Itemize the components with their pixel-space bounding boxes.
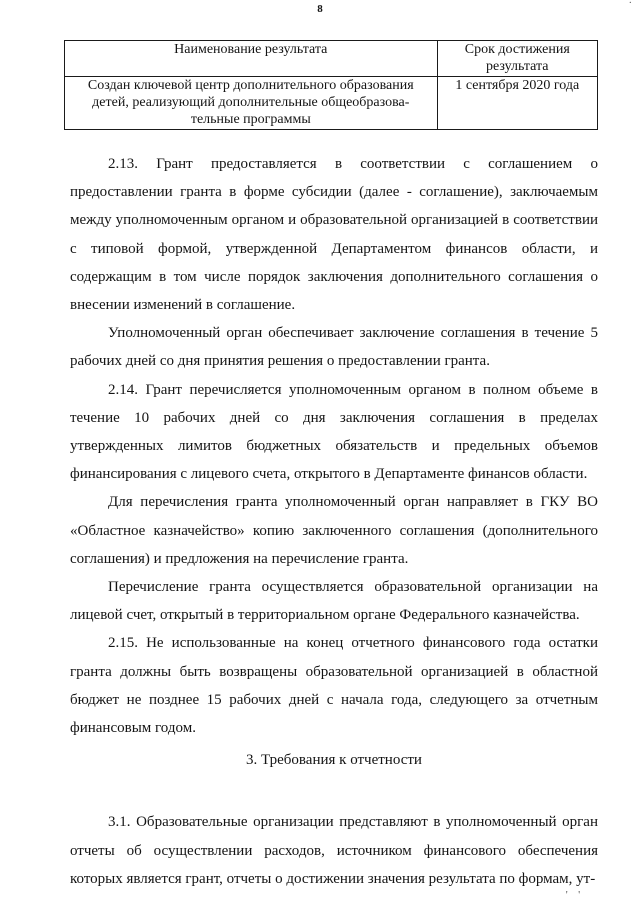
paragraph-2-13-agreement-term: Уполномоченный орган обеспечивает заключение соглашения в течение 5 рабочих дней со дня принятия решения о предоставлении гранта. xyxy=(70,325,598,370)
scan-mark-bottom: ' ' xyxy=(565,890,584,901)
paragraph-2-15: 2.15. Не использованные на конец отчетного финансового года остатки гранта должны быть возвращены образовательной организацией в областной бюджет не позднее 15 рабочих дней с начала года, следующего за отчетным финансовым годом. xyxy=(70,635,598,737)
cell-deadline: 1 сентября 2020 года xyxy=(437,77,597,130)
paragraph-2-13: 2.13. Грант предоставляется в соответствии с соглашением о предоставлении гранта в форме субсидии (далее - соглашение), заключаемым между уполномоченным органом и образовательной организацией в соответствии с типовой формой, утвержденной Департаментом финансов области, и содержащим в том числе порядок заключения дополнительного соглашения о внесении изменений в соглашение. xyxy=(70,156,598,314)
header-deadline: Срок достижения результата xyxy=(437,41,597,77)
table-row xyxy=(65,77,598,130)
paragraph-2-14-transfer: Перечисление гранта осуществляется образовательной организации на лицевой счет, открытый в территориальном органе Федерального казначейства. xyxy=(70,579,598,624)
cell-result-name: Создан ключевой центр дополнительного образования детей, реализующий дополнительные общеобразова-тельные программы xyxy=(65,77,438,130)
table-header-row xyxy=(65,41,598,77)
document-body xyxy=(70,150,598,893)
section-3-heading: 3. Требования к отчетности xyxy=(246,752,422,769)
page-number: 8 xyxy=(317,3,323,15)
result-table xyxy=(64,40,598,130)
header-result-name: Наименование результата xyxy=(65,41,438,77)
paragraph-2-14-treasury: Для перечисления гранта уполномоченный орган направляет в ГКУ ВО «Областное казначейство» копию заключенного соглашения (дополнительного соглашения) и предложения на перечисление гранта. xyxy=(70,494,598,567)
paragraph-3-1: 3.1. Образовательные организации представляют в уполномоченный орган отчеты об осуществлении расходов, источником финансового обеспечения которых является грант, отчеты о достижении значения результата по формам, ут- xyxy=(70,814,598,887)
scan-mark-top: · xyxy=(628,0,632,9)
paragraph-2-14: 2.14. Грант перечисляется уполномоченным органом в полном объеме в течение 10 рабочих дней со дня заключения соглашения в пределах утвержденных лимитов бюджетных обязательств и предельных объемов финансирования с лицевого счета, открытого в Департаменте финансов области. xyxy=(70,381,598,483)
